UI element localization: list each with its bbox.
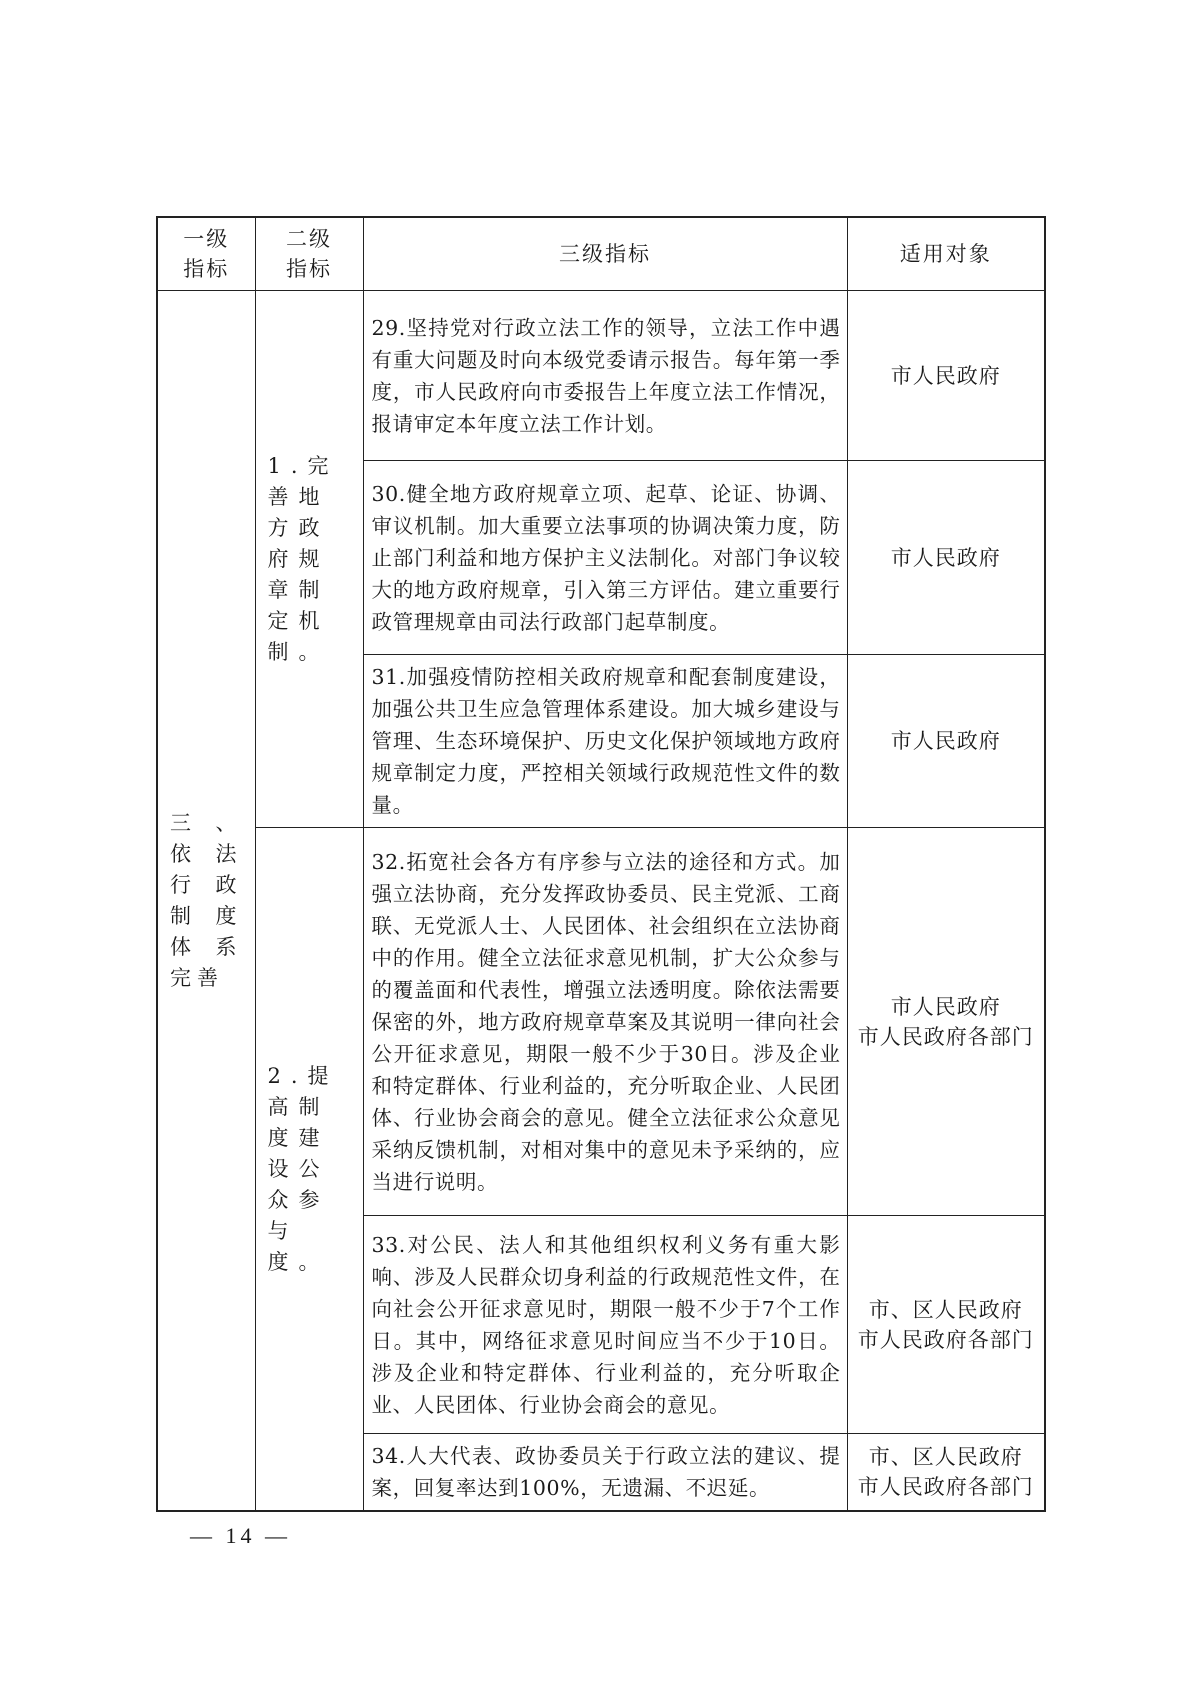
item-33-target: 市、区人民政府 市人民政府各部门	[847, 1216, 1045, 1434]
level2-cell: 1.完善地方政府规章制定机制。	[255, 291, 363, 828]
page-number: — 14 —	[190, 1523, 291, 1548]
item-29-target: 市人民政府	[847, 291, 1045, 461]
level2-cell: 2.提高制度建设公众参与度。	[255, 828, 363, 1512]
item-30-target: 市人民政府	[847, 461, 1045, 655]
header-level1: 一级 指标	[157, 217, 255, 291]
level1-cell: 三、依法行政制度体系完善	[157, 291, 255, 1512]
item-34-target: 市、区人民政府 市人民政府各部门	[847, 1434, 1045, 1512]
header-target: 适用对象	[847, 217, 1045, 291]
table-row	[157, 291, 1045, 461]
table-row	[157, 828, 1045, 1216]
item-34-text: 34.人大代表、政协委员关于行政立法的建议、提案，回复率达到100%，无遗漏、不迟延。	[363, 1434, 847, 1512]
indicator-table	[156, 216, 1046, 1512]
header-level3: 三级指标	[363, 217, 847, 291]
item-29-text: 29.坚持党对行政立法工作的领导，立法工作中遇有重大问题及时向本级党委请示报告。每年第一季度，市人民政府向市委报告上年度立法工作情况，报请审定本年度立法工作计划。	[363, 291, 847, 461]
table-header-row	[157, 217, 1045, 291]
item-32-target: 市人民政府 市人民政府各部门	[847, 828, 1045, 1216]
item-33-text: 33.对公民、法人和其他组织权利义务有重大影响、涉及人民群众切身利益的行政规范性文件，在向社会公开征求意见时，期限一般不少于7个工作日。其中，网络征求意见时间应当不少于10日。涉及企业和特定群体、行业利益的，充分听取企业、人民团体、行业协会商会的意见。	[363, 1216, 847, 1434]
item-31-text: 31.加强疫情防控相关政府规章和配套制度建设，加强公共卫生应急管理体系建设。加大城乡建设与管理、生态环境保护、历史文化保护领域地方政府规章制定力度，严控相关领域行政规范性文件的数量。	[363, 655, 847, 828]
item-30-text: 30.健全地方政府规章立项、起草、论证、协调、审议机制。加大重要立法事项的协调决策力度，防止部门利益和地方保护主义法制化。对部门争议较大的地方政府规章，引入第三方评估。建立重要行政管理规章由司法行政部门起草制度。	[363, 461, 847, 655]
header-level2: 二级 指标	[255, 217, 363, 291]
item-32-text: 32.拓宽社会各方有序参与立法的途径和方式。加强立法协商，充分发挥政协委员、民主党派、工商联、无党派人士、人民团体、社会组织在立法协商中的作用。健全立法征求意见机制，扩大公众参与的覆盖面和代表性，增强立法透明度。除依法需要保密的外，地方政府规章草案及其说明一律向社会公开征求意见，期限一般不少于30日。涉及企业和特定群体、行业利益的，充分听取企业、人民团体、行业协会商会的意见。健全立法征求公众意见采纳反馈机制，对相对集中的意见未予采纳的，应当进行说明。	[363, 828, 847, 1216]
item-31-target: 市人民政府	[847, 655, 1045, 828]
